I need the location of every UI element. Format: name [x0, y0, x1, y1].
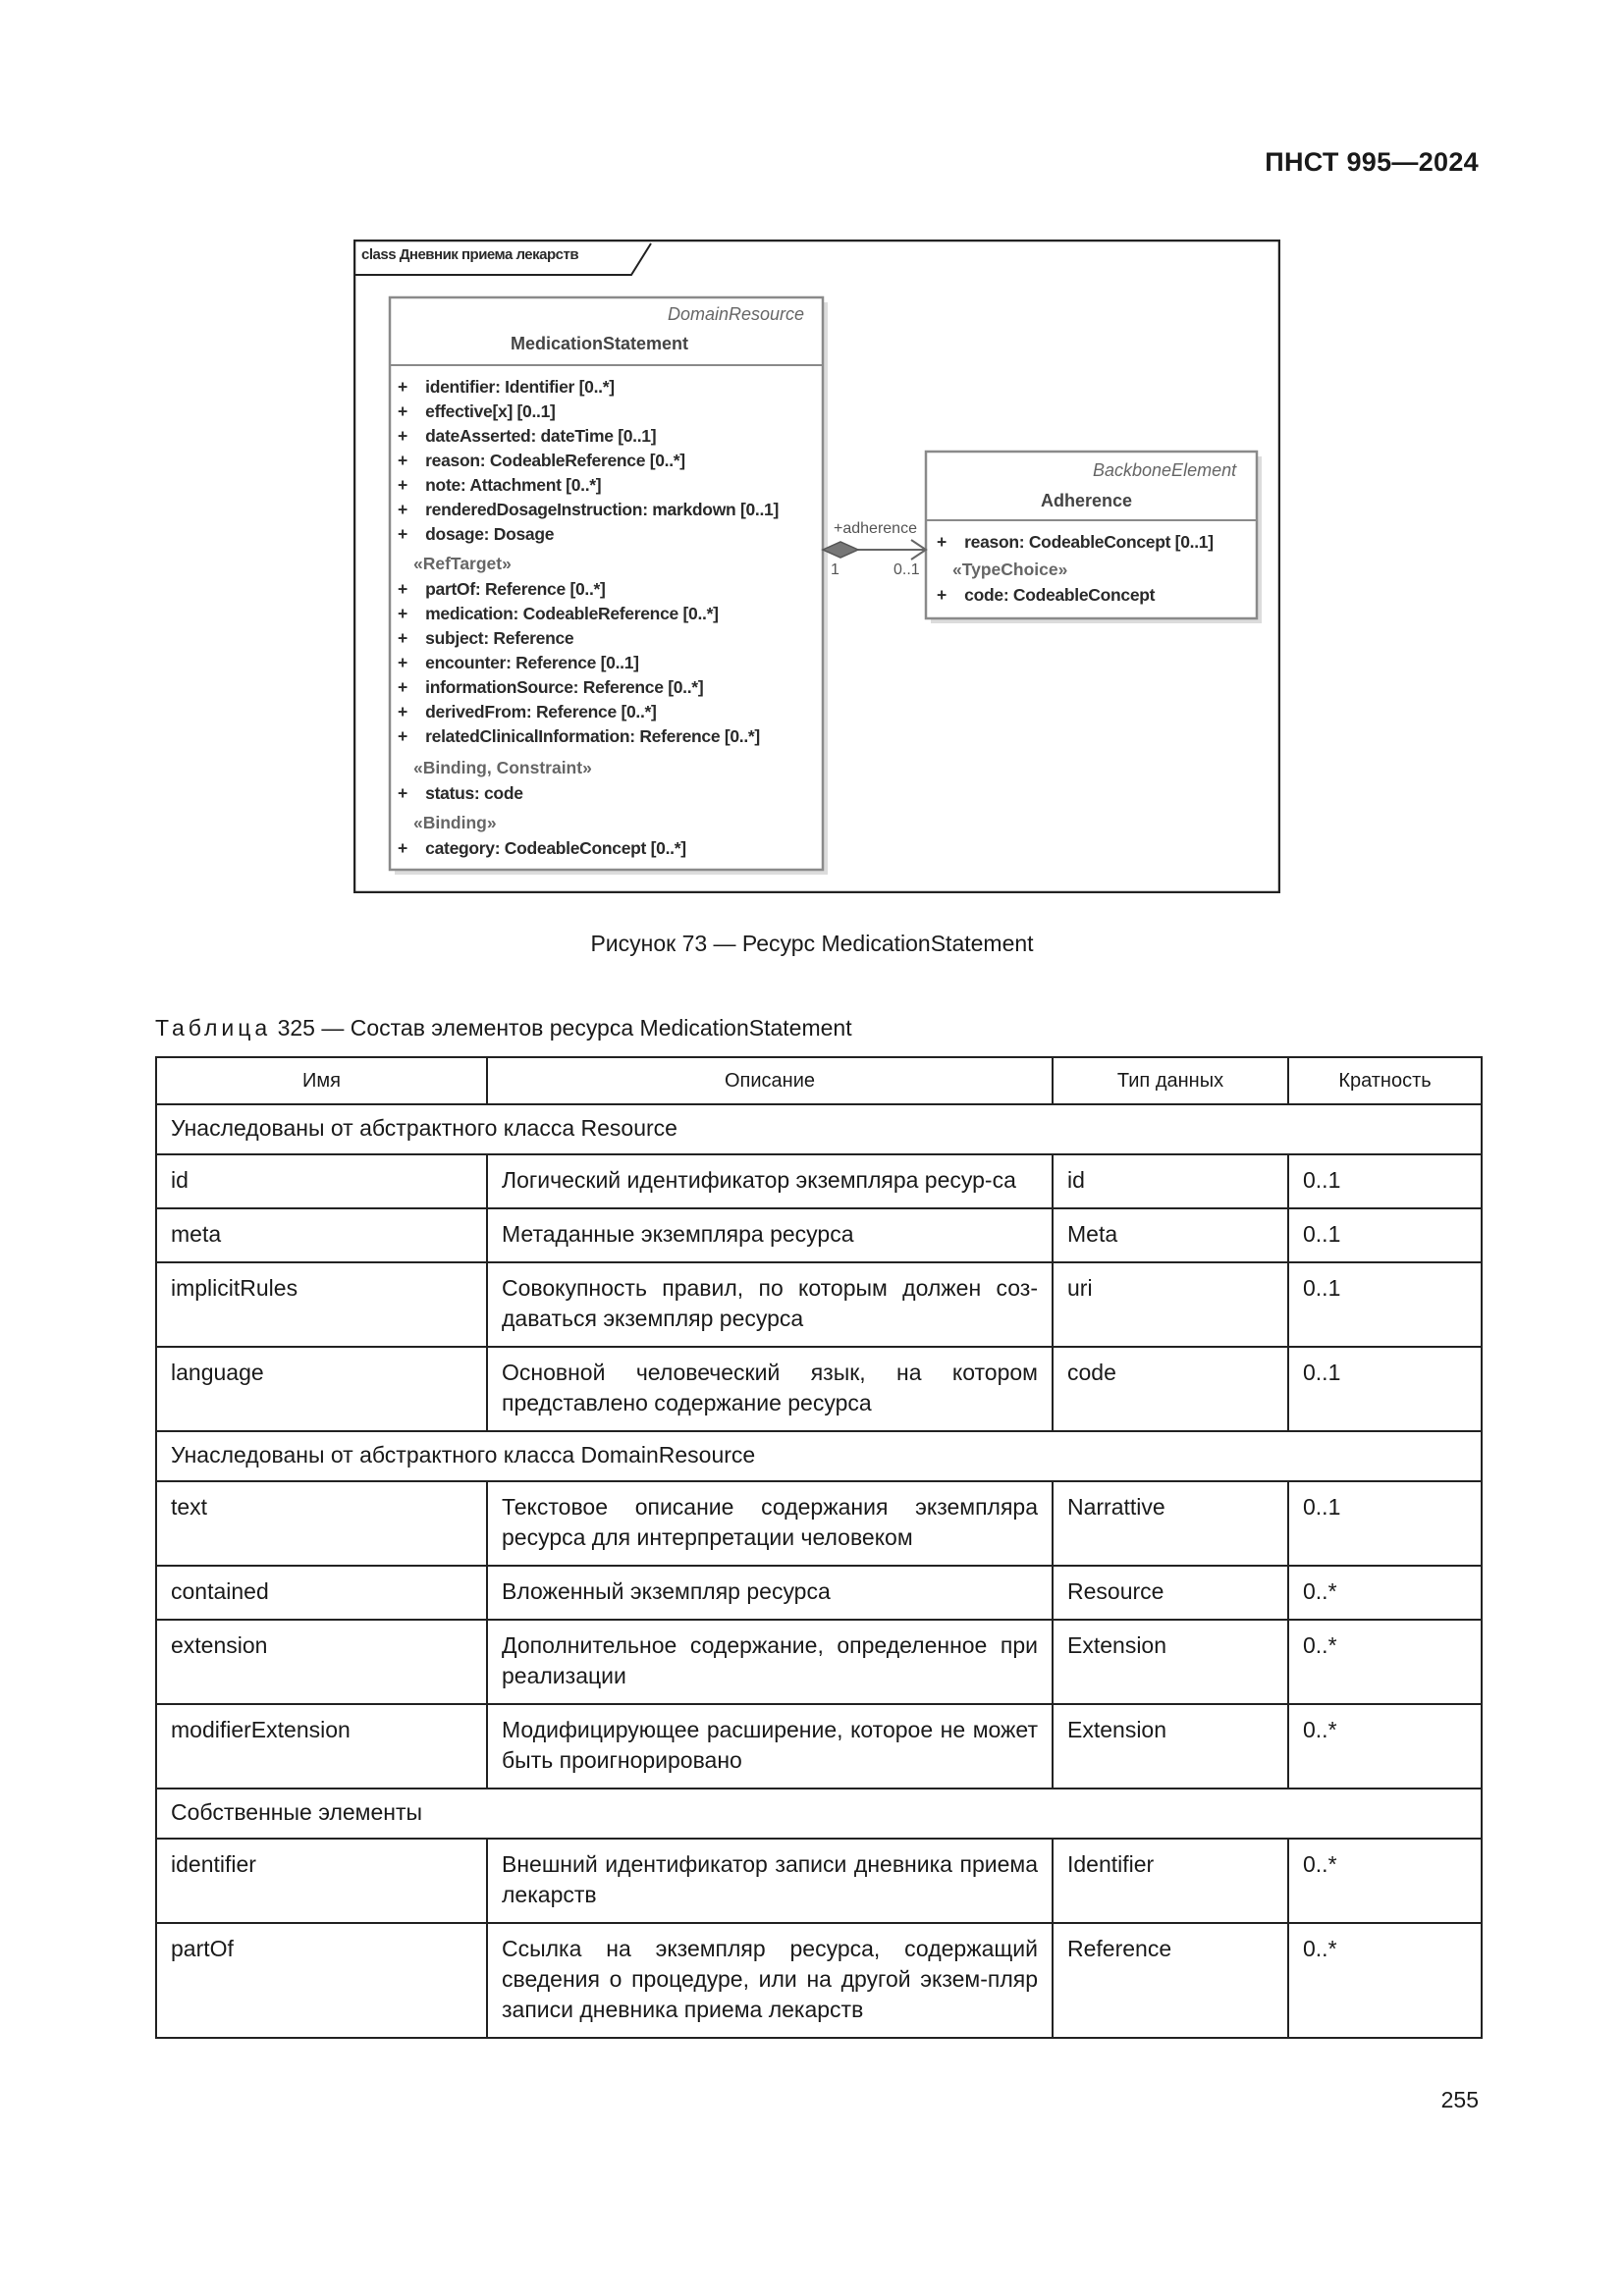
- table-caption: Таблица 325 — Состав элементов ресурса MedicationStatement: [155, 1015, 852, 1041]
- table-row: [156, 1208, 1482, 1262]
- cell-description: Логический идентификатор экземпляра ресур-са: [487, 1154, 1053, 1208]
- cell-description: Основной человеческий язык, на котором представлено содержание ресурса: [487, 1347, 1053, 1431]
- table-row: [156, 1347, 1482, 1431]
- cell-name: contained: [156, 1566, 487, 1620]
- class-attribute: + status: code: [398, 783, 523, 803]
- reftarget-stereotype: «RefTarget»: [413, 554, 512, 573]
- column-header-description: Описание: [487, 1057, 1053, 1104]
- class-attribute: + effective[x] [0..1]: [398, 401, 556, 421]
- table-row: [156, 1923, 1482, 2038]
- cell-cardinality: 0..*: [1288, 1923, 1482, 2038]
- elements-table: [155, 1056, 1483, 2039]
- cell-name: partOf: [156, 1923, 487, 2038]
- class-attribute: + relatedClinicalInformation: Reference [0..*]: [398, 726, 760, 746]
- cell-type: Reference: [1053, 1923, 1288, 2038]
- section-row: [156, 1431, 1482, 1481]
- page-number: 255: [1440, 2087, 1479, 2112]
- cell-cardinality: 0..*: [1288, 1704, 1482, 1789]
- class-attribute: + dateAsserted: dateTime [0..1]: [398, 426, 657, 446]
- class-attribute: + code: CodeableConcept: [937, 585, 1156, 605]
- cell-name: identifier: [156, 1839, 487, 1923]
- table-header-row: [156, 1057, 1482, 1104]
- medication-statement-stereotype: DomainResource: [668, 304, 805, 324]
- cell-type: Identifier: [1053, 1839, 1288, 1923]
- section-row: [156, 1104, 1482, 1154]
- cell-description: Вложенный экземпляр ресурса: [487, 1566, 1053, 1620]
- cell-cardinality: 0..1: [1288, 1347, 1482, 1431]
- cell-description: Метаданные экземпляра ресурса: [487, 1208, 1053, 1262]
- section-row: [156, 1789, 1482, 1839]
- cell-description: Внешний идентификатор записи дневника приема лекарств: [487, 1839, 1053, 1923]
- cell-name: meta: [156, 1208, 487, 1262]
- table-row: [156, 1620, 1482, 1704]
- uml-class-diagram: [353, 240, 1280, 893]
- column-header-cardinality: Кратность: [1288, 1057, 1482, 1104]
- cell-cardinality: 0..1: [1288, 1208, 1482, 1262]
- frame-title: class Дневник приема лекарств: [361, 246, 579, 263]
- document-code: ПНСТ 995—2024: [1265, 147, 1479, 177]
- class-attribute: + identifier: Identifier [0..*]: [398, 377, 615, 397]
- cell-type: Meta: [1053, 1208, 1288, 1262]
- cell-type: uri: [1053, 1262, 1288, 1347]
- class-attribute: + medication: CodeableReference [0..*]: [398, 604, 719, 623]
- cell-type: Extension: [1053, 1620, 1288, 1704]
- medication-statement-name: MedicationStatement: [511, 334, 689, 353]
- cell-type: id: [1053, 1154, 1288, 1208]
- table-row: [156, 1704, 1482, 1789]
- section-title: Собственные элементы: [156, 1789, 1482, 1839]
- class-attribute: + dosage: Dosage: [398, 524, 555, 544]
- cell-name: modifierExtension: [156, 1704, 487, 1789]
- table-row: [156, 1839, 1482, 1923]
- source-multiplicity: 1: [831, 561, 839, 578]
- section-title: Унаследованы от абстрактного класса Resource: [156, 1104, 1482, 1154]
- adherence-name: Adherence: [1041, 491, 1133, 510]
- cell-cardinality: 0..1: [1288, 1481, 1482, 1566]
- class-attribute: + subject: Reference: [398, 628, 574, 648]
- cell-name: implicitRules: [156, 1262, 487, 1347]
- table-row: [156, 1262, 1482, 1347]
- section-title: Унаследованы от абстрактного класса DomainResource: [156, 1431, 1482, 1481]
- column-header-name: Имя: [156, 1057, 487, 1104]
- cell-type: Resource: [1053, 1566, 1288, 1620]
- cell-name: extension: [156, 1620, 487, 1704]
- class-attribute: + informationSource: Reference [0..*]: [398, 677, 704, 697]
- cell-description: Модифицирующее расширение, которое не может быть проигнорировано: [487, 1704, 1053, 1789]
- typechoice-stereotype: «TypeChoice»: [952, 560, 1068, 579]
- table-row: [156, 1566, 1482, 1620]
- cell-cardinality: 0..*: [1288, 1839, 1482, 1923]
- cell-description: Текстовое описание содержания экземпляра ресурса для интерпретации человеком: [487, 1481, 1053, 1566]
- cell-cardinality: 0..*: [1288, 1620, 1482, 1704]
- cell-name: id: [156, 1154, 487, 1208]
- cell-name: language: [156, 1347, 487, 1431]
- binding-constraint-stereotype: «Binding, Constraint»: [413, 758, 592, 777]
- cell-description: Совокупность правил, по которым должен соз-даваться экземпляр ресурса: [487, 1262, 1053, 1347]
- cell-name: text: [156, 1481, 487, 1566]
- class-attribute: + category: CodeableConcept [0..*]: [398, 838, 686, 858]
- cell-description: Ссылка на экземпляр ресурса, содержащий сведения о процедуре, или на другой экзем-пляр записи дневника приема лекарств: [487, 1923, 1053, 2038]
- class-attribute: + encounter: Reference [0..1]: [398, 653, 639, 672]
- class-attribute: + reason: CodeableConcept [0..1]: [937, 532, 1214, 552]
- table-row: [156, 1481, 1482, 1566]
- cell-cardinality: 0..*: [1288, 1566, 1482, 1620]
- class-attribute: + partOf: Reference [0..*]: [398, 579, 606, 599]
- class-attribute: + reason: CodeableReference [0..*]: [398, 451, 685, 470]
- cell-type: code: [1053, 1347, 1288, 1431]
- cell-cardinality: 0..1: [1288, 1262, 1482, 1347]
- association-role: +adherence: [834, 520, 917, 537]
- cell-cardinality: 0..1: [1288, 1154, 1482, 1208]
- target-multiplicity: 0..1: [893, 561, 920, 578]
- cell-type: Extension: [1053, 1704, 1288, 1789]
- composition-diamond: [823, 542, 858, 558]
- cell-type: Narrattive: [1053, 1481, 1288, 1566]
- binding-stereotype: «Binding»: [413, 813, 497, 832]
- class-attribute: + derivedFrom: Reference [0..*]: [398, 702, 657, 721]
- class-attribute: + note: Attachment [0..*]: [398, 475, 602, 495]
- class-attribute: + renderedDosageInstruction: markdown [0..1]: [398, 500, 780, 519]
- figure-caption: Рисунок 73 — Ресурс MedicationStatement: [590, 931, 1034, 956]
- adherence-stereotype: BackboneElement: [1093, 460, 1237, 480]
- table-row: [156, 1154, 1482, 1208]
- cell-description: Дополнительное содержание, определенное при реализации: [487, 1620, 1053, 1704]
- column-header-type: Тип данных: [1053, 1057, 1288, 1104]
